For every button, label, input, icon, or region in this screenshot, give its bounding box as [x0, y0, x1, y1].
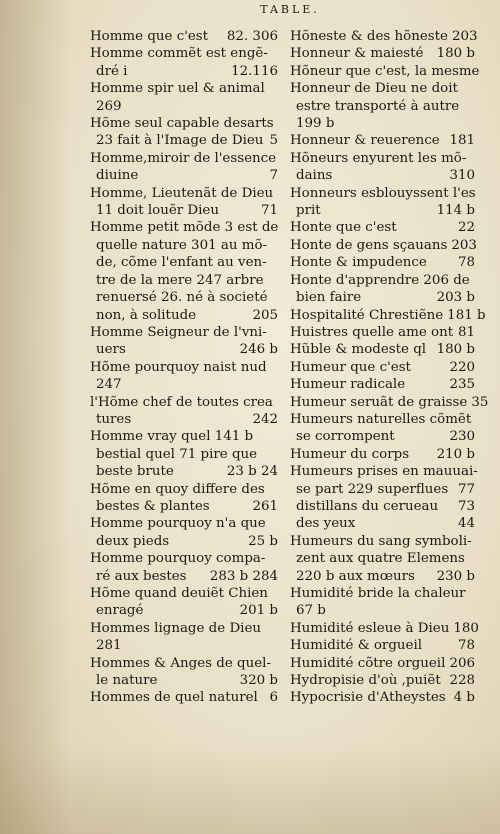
index-entry-line: [290, 515, 475, 532]
index-entry: [90, 585, 278, 620]
page-reference: 25 b: [248, 533, 278, 549]
page-reference: [274, 324, 278, 341]
entry-text: diuine: [96, 168, 139, 184]
entry-text: Homme que c'est: [90, 29, 209, 44]
entry-text: 220 b aux mœurs: [296, 568, 415, 584]
index-entry: [90, 655, 278, 690]
entry-text: Honneur & reuerence: [290, 133, 440, 149]
index-entry: [90, 481, 278, 516]
index-entry-line: [90, 150, 278, 167]
entry-text: Hydropisie d'où ,puiẽt: [290, 673, 441, 689]
index-entry-line: [290, 359, 475, 376]
entry-text: Hõneur que c'est, la mesme: [290, 63, 480, 79]
index-entry-line: [290, 185, 475, 202]
page-reference: 81: [457, 324, 475, 340]
index-entry-line: [290, 307, 486, 324]
index-entry-line: [90, 394, 278, 411]
index-entry-line: [290, 446, 475, 463]
page-reference: 203 b: [436, 290, 475, 306]
index-entry: [90, 219, 278, 323]
index-entry: [290, 655, 475, 672]
page-reference: [471, 80, 475, 97]
page-reference: 180 b: [436, 342, 475, 358]
index-entry-line: [90, 637, 278, 654]
index-entry-line: [290, 376, 475, 393]
page-reference: [274, 359, 278, 376]
index-entry: [290, 446, 475, 463]
index-entry-line: [90, 167, 278, 184]
entry-text: prit: [296, 203, 321, 219]
index-entry-line: [290, 115, 475, 132]
index-entry-line: [290, 202, 475, 219]
index-entry: [290, 254, 475, 271]
index-entry: [290, 28, 478, 45]
page-reference: [274, 289, 278, 306]
index-entry: [90, 45, 278, 80]
entry-text: Homme, Lieutenãt de Dieu: [90, 185, 274, 201]
entry-text: Honte que c'est: [290, 220, 397, 236]
entry-text: Humidité esleue à Dieu: [290, 620, 450, 636]
page-reference: 203: [451, 237, 477, 253]
page-reference: 230 b: [436, 568, 475, 584]
entry-text: Hũble & modeste ql: [290, 342, 427, 358]
entry-text: Hõme quand deuiẽt Chien: [90, 586, 268, 601]
index-entry: [90, 150, 278, 185]
page-reference: [274, 428, 278, 445]
index-entry: [290, 272, 475, 307]
entry-text: 269: [96, 98, 122, 114]
page-reference: 210 b: [436, 446, 475, 462]
page-reference: 246 b: [239, 342, 278, 358]
entry-text: Homme,miroir de l'essence: [90, 150, 277, 166]
page-reference: [274, 376, 278, 393]
index-entry: [90, 28, 278, 45]
entry-text: 23 fait à l'Image de Dieu: [96, 133, 264, 149]
index-entry-line: [290, 602, 475, 619]
index-entry-line: [90, 307, 278, 324]
page-reference: 22: [457, 220, 475, 236]
page-reference: [274, 115, 278, 132]
index-entry: [290, 359, 475, 376]
index-entry: [290, 45, 475, 62]
page-reference: 77: [457, 481, 475, 497]
index-entry-line: [90, 498, 278, 515]
index-entry: [90, 394, 278, 429]
page-reference: [274, 481, 278, 498]
entry-text: Humidité bride la chaleur: [290, 586, 466, 601]
index-entry-line: [290, 550, 475, 567]
entry-text: Honneur & maiesté: [290, 46, 424, 62]
page-reference: [274, 655, 278, 672]
entry-text: Humeur radicale: [290, 377, 406, 393]
page-reference: [274, 585, 278, 602]
page-reference: [274, 80, 278, 97]
page-reference: 242: [252, 411, 278, 427]
page-reference: 261: [252, 498, 278, 514]
index-entry: [290, 689, 475, 706]
entry-text: Hõme seul capable desarts: [90, 116, 274, 132]
entry-text: Hõneste & des hõneste: [290, 29, 448, 44]
entry-text: enragé: [96, 603, 144, 619]
page-reference: 4 b: [453, 690, 475, 706]
index-entry-line: [90, 272, 278, 289]
entry-text: Humeur du corps: [290, 446, 410, 462]
page-reference: 71: [260, 203, 278, 219]
index-entry: [290, 463, 478, 533]
entry-text: 67 b: [296, 603, 326, 619]
index-entry: [290, 150, 475, 185]
page-reference: [472, 533, 476, 550]
index-entry: [290, 672, 475, 689]
index-entry-line: [90, 550, 278, 567]
index-entry: [90, 80, 278, 115]
index-entry: [290, 376, 475, 393]
page-reference: [479, 63, 483, 80]
entry-text: Homme pourquoy n'a que: [90, 516, 266, 532]
entry-text: Honte & impudence: [290, 255, 427, 271]
page-reference: 44: [457, 516, 475, 532]
page-reference: 203: [451, 29, 478, 44]
index-entry-line: [290, 324, 475, 341]
index-entry-line: [90, 341, 278, 358]
index-entry: [90, 115, 278, 150]
page-reference: [274, 620, 278, 637]
entry-text: se corrompent: [296, 429, 395, 445]
entry-text: distillans du cerueau: [296, 498, 439, 514]
page-reference: [471, 150, 475, 167]
entry-text: Homme vray quel 141 b: [90, 429, 254, 445]
index-entry-line: [90, 411, 278, 428]
index-entry-line: [290, 167, 475, 184]
index-entry: [90, 185, 278, 220]
page-reference: 228: [449, 673, 475, 689]
page-reference: [476, 185, 480, 202]
page-reference: 12.116: [231, 63, 278, 79]
entry-text: bestes & plantes: [96, 498, 210, 514]
index-entry-line: [90, 219, 278, 236]
page-reference: 181 b: [447, 307, 486, 323]
entry-text: estre transporté à autre: [296, 98, 460, 114]
entry-text: Homme pourquoy compa-: [90, 551, 266, 567]
page-reference: [471, 411, 475, 428]
page-reference: [471, 98, 475, 115]
index-entry-line: [290, 63, 480, 80]
index-entry-line: [90, 28, 278, 45]
index-entry-line: [90, 620, 278, 637]
entry-text: Humidité cõtre orgueil: [290, 655, 446, 671]
index-entry: [290, 80, 475, 132]
entry-text: Huistres quelle ame ont: [290, 324, 454, 340]
index-entry: [90, 689, 278, 706]
page-reference: 310: [449, 168, 475, 184]
index-entry-line: [290, 341, 475, 358]
entry-text: Hommes & Anges de quel-: [90, 655, 271, 671]
index-entry-line: [90, 568, 278, 585]
index-entry-line: [90, 202, 278, 219]
index-entry-line: [290, 498, 475, 515]
index-column-left: [90, 28, 278, 707]
index-entry-line: [90, 237, 278, 254]
index-entry-line: [290, 394, 489, 411]
index-entry-line: [90, 515, 278, 532]
index-entry-line: [290, 428, 475, 445]
page-reference: [276, 150, 280, 167]
entry-text: tre de la mere 247 arbre: [96, 272, 264, 288]
entry-text: Honneurs esblouyssent l'es: [290, 185, 476, 201]
entry-text: bien faire: [296, 290, 362, 306]
index-entry-line: [290, 237, 475, 254]
page-reference: [274, 185, 278, 202]
index-entry: [290, 307, 486, 324]
page-reference: [471, 602, 475, 619]
index-entry-line: [290, 132, 475, 149]
page-reference: 180: [453, 620, 479, 636]
index-entry-line: [290, 655, 475, 672]
entry-text: des yeux: [296, 516, 356, 532]
index-entry-line: [290, 463, 478, 480]
entry-text: uers: [96, 342, 126, 358]
entry-text: deux pieds: [96, 533, 170, 549]
page-reference: [274, 237, 278, 254]
index-entry: [90, 324, 278, 359]
index-entry: [290, 63, 480, 80]
index-entry: [290, 324, 475, 341]
index-entry-line: [90, 80, 278, 97]
entry-text: le nature: [96, 673, 158, 689]
index-entry: [290, 237, 475, 254]
entry-text: Humidité & orgueil: [290, 638, 423, 654]
index-entry: [90, 550, 278, 585]
entry-text: Honneur de Dieu ne doit: [290, 81, 458, 97]
index-entry-line: [290, 637, 475, 654]
entry-text: Honte d'apprendre 206 de: [290, 272, 470, 288]
entry-text: Humeurs naturelles cõmẽt: [290, 411, 472, 427]
entry-text: de, cõme l'enfant au ven-: [96, 255, 267, 271]
page-reference: [478, 463, 482, 480]
index-entry-line: [290, 411, 475, 428]
index-entry-line: [290, 620, 479, 637]
index-entry-line: [90, 481, 278, 498]
running-header: TABLE.: [260, 3, 320, 16]
index-entry-line: [290, 568, 475, 585]
index-entry-line: [90, 254, 278, 271]
entry-text: non, à solitude: [96, 307, 197, 323]
page-reference: 78: [457, 255, 475, 271]
index-entry-line: [290, 28, 478, 45]
page-reference: [274, 515, 278, 532]
index-entry: [290, 585, 475, 620]
index-entry-line: [90, 63, 278, 80]
entry-text: Hõneurs enyurent les mõ-: [290, 150, 467, 166]
page-reference: 320 b: [239, 673, 278, 689]
entry-text: bestial quel 71 pire que: [96, 446, 258, 462]
page-reference: [274, 254, 278, 271]
entry-text: Honte de gens sçauans: [290, 237, 448, 253]
index-entry-line: [290, 80, 475, 97]
index-entry-line: [290, 98, 475, 115]
entry-text: 247: [96, 377, 122, 393]
index-entry-line: [290, 533, 475, 550]
index-entry-line: [290, 254, 475, 271]
index-entry-line: [290, 481, 475, 498]
entry-text: dains: [296, 168, 333, 184]
index-entry: [290, 132, 475, 149]
index-entry: [290, 533, 475, 585]
index-entry-line: [90, 115, 278, 132]
page-reference: [274, 272, 278, 289]
entry-text: 281: [96, 638, 122, 654]
entry-text: 199 b: [296, 116, 335, 132]
index-entry: [290, 341, 475, 358]
index-entry: [290, 411, 475, 446]
page-reference: 7: [269, 168, 278, 184]
page-shadow-bottom: [0, 744, 500, 834]
page-reference: 6: [269, 690, 278, 706]
page-reference: 35: [471, 394, 489, 410]
entry-text: renuersé 26. né à societé: [96, 290, 268, 306]
page-reference: [471, 272, 475, 289]
index-entry-line: [90, 324, 278, 341]
entry-text: Hypocrisie d'Atheystes: [290, 690, 446, 706]
entry-text: l'Hõme chef de toutes crea: [90, 394, 273, 410]
entry-text: beste brute: [96, 464, 174, 480]
index-entry-line: [90, 672, 278, 689]
entry-text: Hõme en quoy differe des: [90, 481, 265, 497]
index-entry: [290, 185, 475, 220]
entry-text: Hospitalité Chrestiẽne: [290, 307, 444, 323]
page-reference: 235: [449, 377, 475, 393]
entry-text: tures: [96, 411, 132, 427]
index-entry-line: [90, 359, 278, 376]
entry-text: Hommes lignage de Dieu: [90, 620, 262, 636]
entry-text: zent aux quatre Elemens: [296, 551, 465, 567]
index-entry-line: [290, 672, 475, 689]
page-reference: 201 b: [239, 603, 278, 619]
page-reference: 5: [269, 133, 278, 149]
page-reference: [274, 394, 278, 411]
page-reference: [274, 446, 278, 463]
page-reference: [274, 98, 278, 115]
index-entry: [290, 620, 479, 637]
page-reference: [471, 550, 475, 567]
page-shadow-left: [0, 0, 70, 834]
entry-text: quelle nature 301 au mõ-: [96, 237, 268, 253]
page-reference: 78: [457, 638, 475, 654]
index-entry-line: [90, 446, 278, 463]
entry-text: ré aux bestes: [96, 568, 187, 584]
entry-text: dré i: [96, 63, 128, 79]
index-entry-line: [90, 463, 278, 480]
index-entry: [290, 637, 475, 654]
index-column-right: [290, 28, 489, 707]
index-entry: [290, 219, 475, 236]
index-entry-line: [90, 585, 278, 602]
page-reference: [471, 115, 475, 132]
entry-text: Hommes de quel naturel: [90, 690, 258, 706]
index-entry: [90, 359, 278, 394]
entry-text: Homme commẽt est engẽ-: [90, 46, 268, 62]
page-reference: [274, 45, 278, 62]
page-reference: 180 b: [436, 46, 475, 62]
index-entry-line: [290, 45, 475, 62]
page-reference: 73: [457, 498, 475, 514]
index-entry: [90, 428, 278, 480]
page-reference: 181: [449, 133, 475, 149]
page-reference: 206: [449, 655, 475, 671]
page-reference: 114 b: [436, 203, 475, 219]
page-reference: [274, 637, 278, 654]
index-entry-line: [290, 689, 475, 706]
index-entry: [90, 515, 278, 550]
page-reference: 220: [449, 359, 475, 375]
index-entry-line: [90, 602, 278, 619]
index-entry-line: [290, 150, 475, 167]
index-entry-line: [90, 376, 278, 393]
page-reference: 230: [449, 429, 475, 445]
index-entry: [90, 620, 278, 655]
index-entry-line: [290, 272, 475, 289]
index-entry-line: [90, 689, 278, 706]
index-entry-line: [90, 533, 278, 550]
index-entry-line: [90, 185, 278, 202]
page-reference: 283 b 284: [209, 568, 278, 584]
page-reference: [278, 219, 282, 236]
index-entry-line: [90, 45, 278, 62]
page-reference: [471, 585, 475, 602]
index-entry-line: [90, 655, 278, 672]
entry-text: 11 doit louẽr Dieu: [96, 203, 219, 219]
page-reference: 23 b 24: [226, 464, 278, 480]
index-entry-line: [90, 289, 278, 306]
index-entry-line: [290, 585, 475, 602]
entry-text: Humeur que c'est: [290, 359, 411, 375]
page-reference: [274, 550, 278, 567]
index-entry-line: [90, 98, 278, 115]
entry-text: Humeurs du sang symboli-: [290, 533, 472, 549]
entry-text: Homme Seigneur de l'vni-: [90, 324, 267, 340]
index-entry-line: [290, 289, 475, 306]
page-reference: 205: [252, 307, 278, 323]
index-entry: [290, 394, 489, 411]
index-entry-line: [90, 428, 278, 445]
index-entry-line: [290, 219, 475, 236]
index-entry-line: [90, 132, 278, 149]
page-reference: 82. 306: [226, 29, 278, 44]
entry-text: Homme petit mõde 3 est de: [90, 220, 279, 236]
entry-text: Hõme pourquoy naist nud: [90, 359, 267, 375]
entry-text: Humeurs prises en mauuai-: [290, 464, 478, 480]
entry-text: se part 229 superflues: [296, 481, 449, 497]
entry-text: Homme spir uel & animal: [90, 81, 265, 97]
entry-text: Humeur seruãt de graisse: [290, 394, 468, 410]
